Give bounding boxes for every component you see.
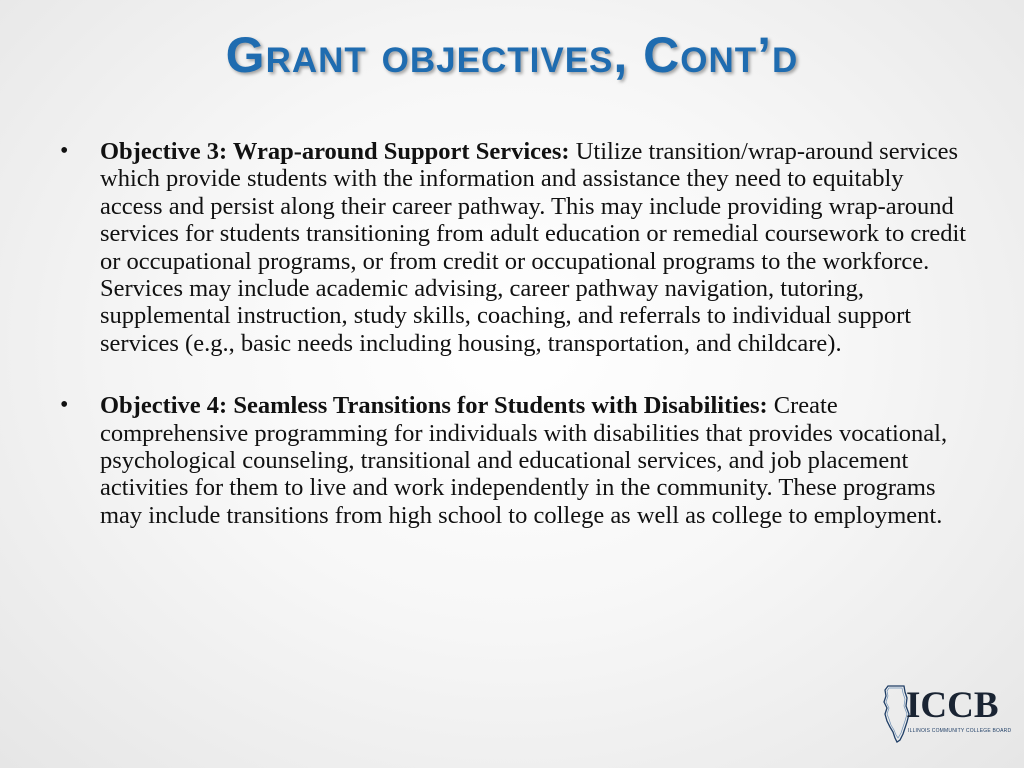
objective-3-text: Utilize transition/wrap-around services which provide students with the information and assistance they need to equitably access and persist along their career pathway. This may include providing wrap-around services for students transitioning from adult education or remedial coursework to credit or occupational programs, or from credit or occupational programs to the workforce. Services may include academic advising, career pathway navigation, tutoring, supplemental instruction, study skills, coaching, and referrals to individual support services (e.g., basic needs including housing, transportation, and childcare). — [100, 138, 967, 357]
objective-3-heading: Objective 3: Wrap-around Support Services: — [100, 138, 570, 165]
bullet-objective-3 — [60, 138, 970, 357]
objective-4-heading: Objective 4: Seamless Transitions for Students with Disabilities: — [100, 392, 768, 420]
logo-wordmark: ICCB — [906, 685, 999, 726]
objective-4-text: Create comprehensive programming for individuals with disabilities that provides vocational, psychological counseling, transitional and educational services, and job placement activities for them to live and work independently in the community. These programs may include transitions from high school to college as well as college to employment. — [100, 392, 948, 529]
bullet-objective-4 — [60, 392, 970, 529]
bullet-marker: • — [60, 138, 69, 164]
iccb-logo — [882, 684, 1012, 744]
bullet-marker: • — [60, 392, 69, 419]
bullet-list — [60, 138, 970, 564]
slide-title: Grant objectives, Cont’d — [225, 27, 799, 83]
logo-subtitle: ILLINOIS COMMUNITY COLLEGE BOARD — [908, 728, 1012, 734]
